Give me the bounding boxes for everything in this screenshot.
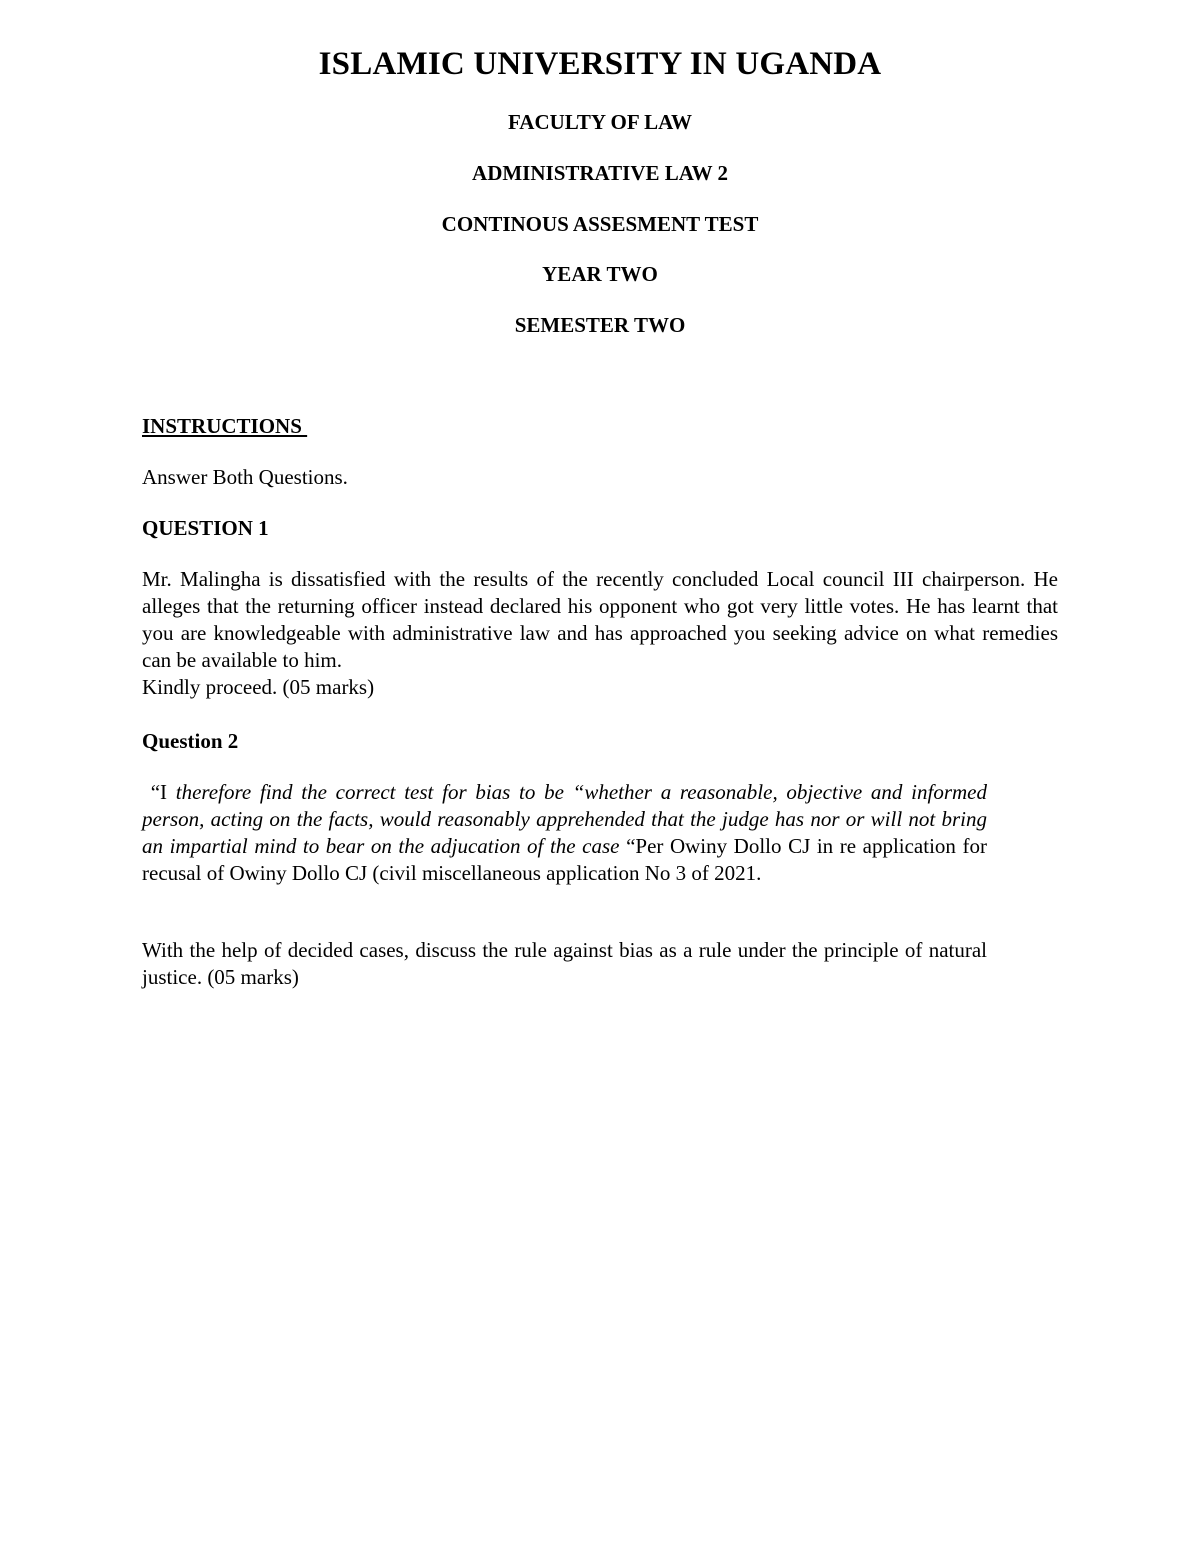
question-2-quote — [142, 779, 987, 887]
faculty-heading: FACULTY OF LAW — [508, 110, 692, 134]
semester-heading: SEMESTER TWO — [514, 313, 686, 337]
year-heading: YEAR TWO — [542, 262, 658, 286]
question-2-heading: Question 2 — [142, 729, 239, 753]
quote-italic-text: therefore find the correct test for bias to be “whether a reasonable, objective and informed person, acting on the facts, would reasonably apprehended that the judge has nor or will not bring an impartial mind to bear on the adjucation of the case — [142, 780, 987, 858]
question-2-task: With the help of decided cases, discuss the rule against bias as a rule under the principle of natural justice. (05 marks) — [142, 938, 987, 989]
instructions-heading: INSTRUCTIONS — [142, 414, 308, 438]
instructions-text: Answer Both Questions. — [142, 465, 348, 489]
quote-opening: “I — [142, 780, 176, 804]
question-1-body: Mr. Malingha is dissatisfied with the results of the recently concluded Local council III chairperson. He alleges that the returning officer instead declared his opponent who got very little votes. He has learnt that you are knowledgeable with administrative law and has approached you seeking advice on what remedies can be available to him. — [142, 567, 1058, 672]
course-heading: ADMINISTRATIVE LAW 2 — [472, 161, 728, 185]
quote-attribution: “Per Owiny Dollo CJ in re application for recusal of Owiny Dollo CJ (civil miscellaneous application No 3 of 2021. — [142, 834, 987, 885]
question-1-heading: QUESTION 1 — [142, 516, 269, 540]
test-type-heading: CONTINOUS ASSESMENT TEST — [441, 212, 759, 236]
university-title: ISLAMIC UNIVERSITY IN UGANDA — [318, 46, 882, 82]
question-1-closing: Kindly proceed. (05 marks) — [142, 675, 375, 699]
